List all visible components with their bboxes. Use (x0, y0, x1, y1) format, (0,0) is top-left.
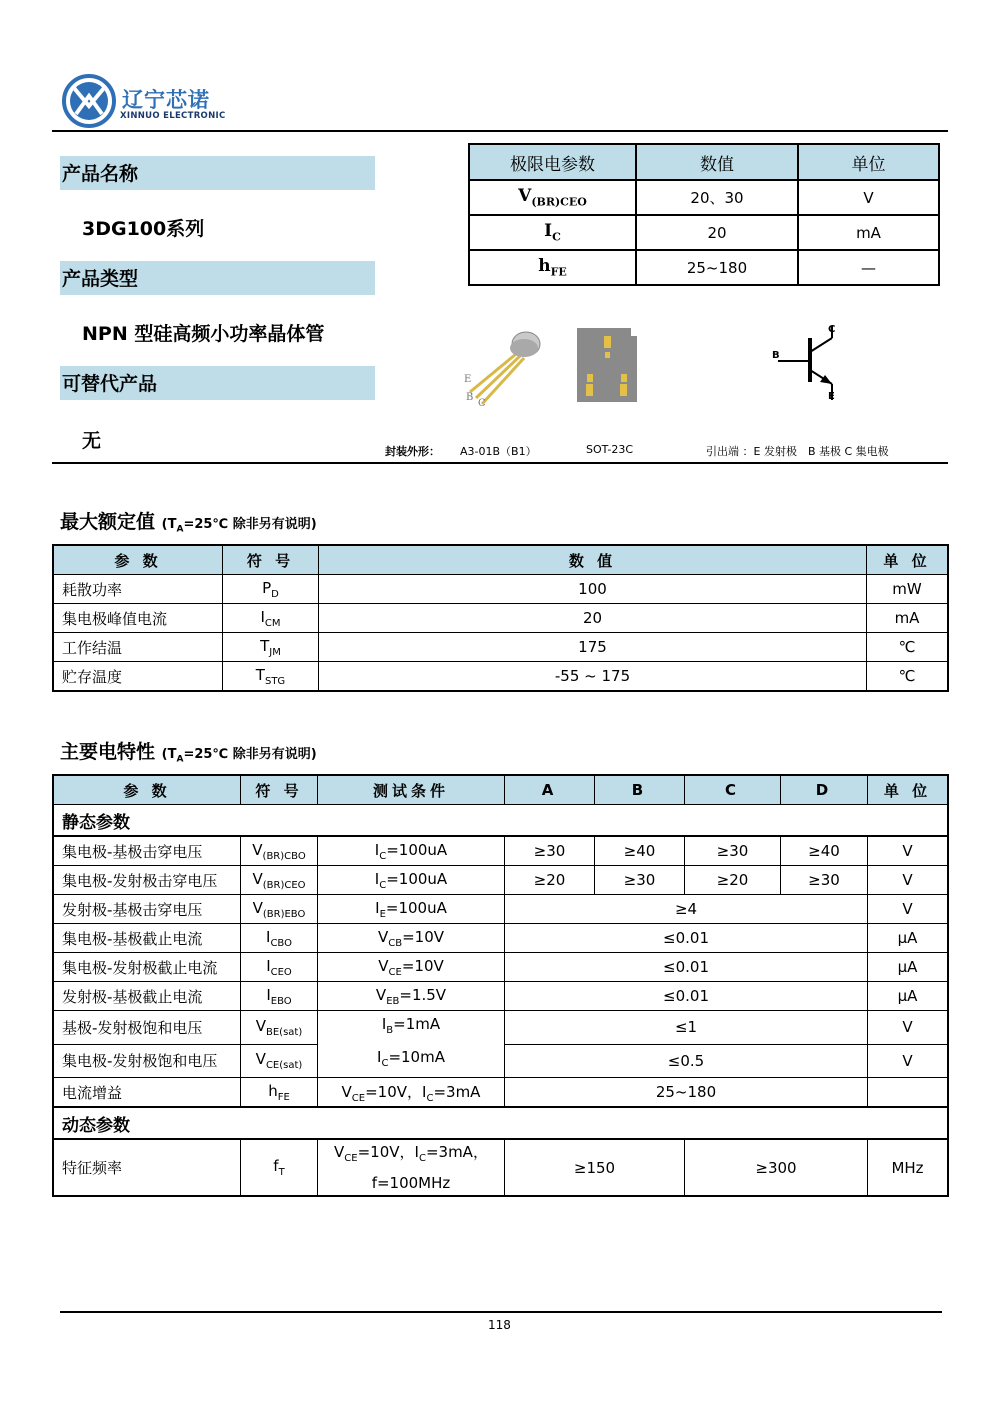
static-params-group: 静态参数 (53, 805, 948, 837)
ec-cond: $I_E=100uA$ (318, 895, 505, 924)
ec-all: ≤0.01 (505, 953, 868, 982)
limit-header-value: 数值 (636, 144, 798, 180)
pin-description: 引出端 ：E 发射极 B 基极 C 集电极 (706, 445, 889, 458)
mr-value: -55 ~ 175 (319, 662, 867, 692)
ec-all: ≤0.5 (505, 1044, 868, 1078)
ec-param: 发射极-基极截止电流 (53, 982, 241, 1011)
product-type-label: 产品类型 (60, 261, 375, 295)
ec-d: ≥40 (781, 836, 868, 866)
collector-label: C (828, 324, 836, 335)
limit-unit: — (798, 250, 939, 285)
page-number: 118 (488, 1318, 511, 1332)
mr-param: 工作结温 (53, 633, 223, 662)
ec-unit: μA (868, 924, 949, 953)
alternative-product-value: 无 (82, 430, 102, 452)
sot23-package-image (577, 328, 637, 402)
ec-cond-sat: $I_B=1mA$ $I_C=10mA$ (318, 1011, 505, 1078)
max-ratings-title: 最大额定值 ($T_A=25℃$ 除非另有说明) (60, 511, 317, 535)
ec-unit: V (868, 1011, 949, 1045)
ec-a: ≥30 (505, 836, 595, 866)
section-divider (52, 462, 948, 464)
package-to92-name: A3-01B（B1） (460, 445, 537, 458)
ec-all: ≤0.01 (505, 982, 868, 1011)
table-row (53, 1078, 948, 1108)
ec-param: 集电极-发射极击穿电压 (53, 866, 241, 895)
mr-unit: ℃ (867, 633, 949, 662)
ec-cond: $I_C=100uA$ (318, 836, 505, 866)
ec-unit: MHz (868, 1139, 949, 1196)
ec-unit: V (868, 895, 949, 924)
ec-symbol: $h_{FE}$ (241, 1078, 318, 1108)
ec-unit: V (868, 836, 949, 866)
ec-param: 集电极-发射极饱和电压 (53, 1044, 241, 1078)
mr-symbol: $T_{STG}$ (223, 662, 319, 692)
product-type-value: NPN 型硅高频小功率晶体管 (82, 323, 325, 345)
pin-c-label: C (478, 398, 486, 409)
ec-all: 25~180 (505, 1078, 868, 1108)
ec-cond: $V_{CE}=10V$ (318, 953, 505, 982)
ec-unit (868, 1078, 949, 1108)
ec-all: ≤1 (505, 1011, 868, 1045)
package-sot23-name: SOT-23C (586, 443, 633, 456)
table-row (53, 924, 948, 953)
ec-param: 集电极-基极截止电流 (53, 924, 241, 953)
limit-symbol: $I_C$ (469, 215, 636, 250)
mr-header-symbol: 符 号 (223, 545, 319, 575)
package-label: 封装外形： (385, 445, 440, 458)
table-row (53, 836, 948, 866)
table-row (53, 982, 948, 1011)
ec-symbol: $V_{BE(sat)}$ (241, 1011, 318, 1045)
ec-c: ≥20 (685, 866, 781, 895)
ec-b: ≥30 (595, 866, 685, 895)
ec-b: ≥40 (595, 836, 685, 866)
ec-symbol: $V_{(BR)EBO}$ (241, 895, 318, 924)
ec-symbol: $I_{CBO}$ (241, 924, 318, 953)
ec-symbol: $V_{(BR)CEO}$ (241, 866, 318, 895)
ec-cond: $V_{CB}=10V$ (318, 924, 505, 953)
mr-value: 175 (319, 633, 867, 662)
ec-unit: μA (868, 953, 949, 982)
mr-symbol: $P_D$ (223, 575, 319, 604)
ec-param: 特征频率 (53, 1139, 241, 1196)
footer-divider (60, 1311, 942, 1313)
ec-cond: $V_{CE}=10V$，$I_C=3mA$ (318, 1078, 505, 1108)
npn-transistor-symbol-icon (770, 320, 850, 406)
limit-value: 25~180 (636, 250, 798, 285)
ec-header-d: D (781, 775, 868, 805)
ec-cd: ≥300 (685, 1139, 868, 1196)
limit-symbol: $h_{FE}$ (469, 250, 636, 285)
elec-char-table (52, 774, 949, 1197)
product-name-label: 产品名称 (60, 156, 375, 190)
ec-cond: $V_{CE}=10V$，$I_C=3mA$， f=100MHz (318, 1139, 505, 1196)
table-row (53, 866, 948, 895)
ec-header-symbol: 符 号 (241, 775, 318, 805)
mr-unit: mA (867, 604, 949, 633)
table-row (53, 1139, 948, 1196)
base-label: B (772, 350, 780, 361)
mr-symbol: $T_{JM}$ (223, 633, 319, 662)
ec-symbol: $f_T$ (241, 1139, 318, 1196)
mr-header-value: 数 值 (319, 545, 867, 575)
limit-header-unit: 单位 (798, 144, 939, 180)
ec-param: 电流增益 (53, 1078, 241, 1108)
to92-package-image (460, 322, 550, 410)
ec-unit: μA (868, 982, 949, 1011)
ec-symbol: $I_{CEO}$ (241, 953, 318, 982)
mr-param: 集电极峰值电流 (53, 604, 223, 633)
mr-param: 耗散功率 (53, 575, 223, 604)
table-row (53, 1011, 948, 1045)
mr-unit: ℃ (867, 662, 949, 692)
dynamic-params-group: 动态参数 (53, 1107, 948, 1139)
limit-params-table (468, 143, 940, 286)
product-name-value: 3DG100系列 (82, 218, 205, 240)
ec-all: ≤0.01 (505, 924, 868, 953)
mr-header-param: 参 数 (53, 545, 223, 575)
limit-row (469, 180, 939, 215)
ec-header-a: A (505, 775, 595, 805)
limit-unit: mA (798, 215, 939, 250)
ec-a: ≥20 (505, 866, 595, 895)
limit-value: 20、30 (636, 180, 798, 215)
pin-b-label: B (466, 392, 474, 403)
limit-header-param: 极限电参数 (469, 144, 636, 180)
pin-e-label: E (464, 374, 472, 385)
ec-unit: V (868, 866, 949, 895)
ec-c: ≥30 (685, 836, 781, 866)
limit-row (469, 250, 939, 285)
ec-cond: $V_{EB}=1.5V$ (318, 982, 505, 1011)
table-row (53, 633, 948, 662)
max-ratings-table (52, 544, 949, 692)
limit-symbol: $V_{(BR)CEO}$ (469, 180, 636, 215)
ec-d: ≥30 (781, 866, 868, 895)
ec-header-c: C (685, 775, 781, 805)
table-row (53, 895, 948, 924)
mr-value: 100 (319, 575, 867, 604)
limit-row (469, 215, 939, 250)
ec-param: 集电极-基极击穿电压 (53, 836, 241, 866)
table-row (53, 575, 948, 604)
xinnuo-logo-icon (62, 74, 116, 128)
ec-header-param: 参 数 (53, 775, 241, 805)
mr-symbol: $I_{CM}$ (223, 604, 319, 633)
brand-name-en: XINNUO ELECTRONIC (120, 111, 226, 121)
ec-header-unit: 单 位 (868, 775, 949, 805)
ec-symbol: $V_{CE(sat)}$ (241, 1044, 318, 1078)
limit-value: 20 (636, 215, 798, 250)
alternative-product-label: 可替代产品 (60, 366, 375, 400)
emitter-label: E (828, 391, 835, 402)
table-row (53, 953, 948, 982)
header-divider (52, 130, 948, 132)
mr-param: 贮存温度 (53, 662, 223, 692)
ec-param: 发射极-基极击穿电压 (53, 895, 241, 924)
ec-symbol: $I_{EBO}$ (241, 982, 318, 1011)
ec-ab: ≥150 (505, 1139, 685, 1196)
table-row (53, 662, 948, 692)
ec-header-b: B (595, 775, 685, 805)
ec-param: 基极-发射极饱和电压 (53, 1011, 241, 1045)
mr-unit: mW (867, 575, 949, 604)
elec-char-title: 主要电特性 ($T_A=25℃$ 除非另有说明) (60, 741, 317, 765)
ec-cond: $I_C=100uA$ (318, 866, 505, 895)
ec-all: ≥4 (505, 895, 868, 924)
ec-symbol: $V_{(BR)CBO}$ (241, 836, 318, 866)
ec-unit: V (868, 1044, 949, 1078)
ec-header-cond: 测试条件 (318, 775, 505, 805)
mr-header-unit: 单 位 (867, 545, 949, 575)
brand-name-cn: 辽宁芯诺 (122, 88, 210, 112)
table-row (53, 604, 948, 633)
limit-unit: V (798, 180, 939, 215)
ec-param: 集电极-发射极截止电流 (53, 953, 241, 982)
mr-value: 20 (319, 604, 867, 633)
